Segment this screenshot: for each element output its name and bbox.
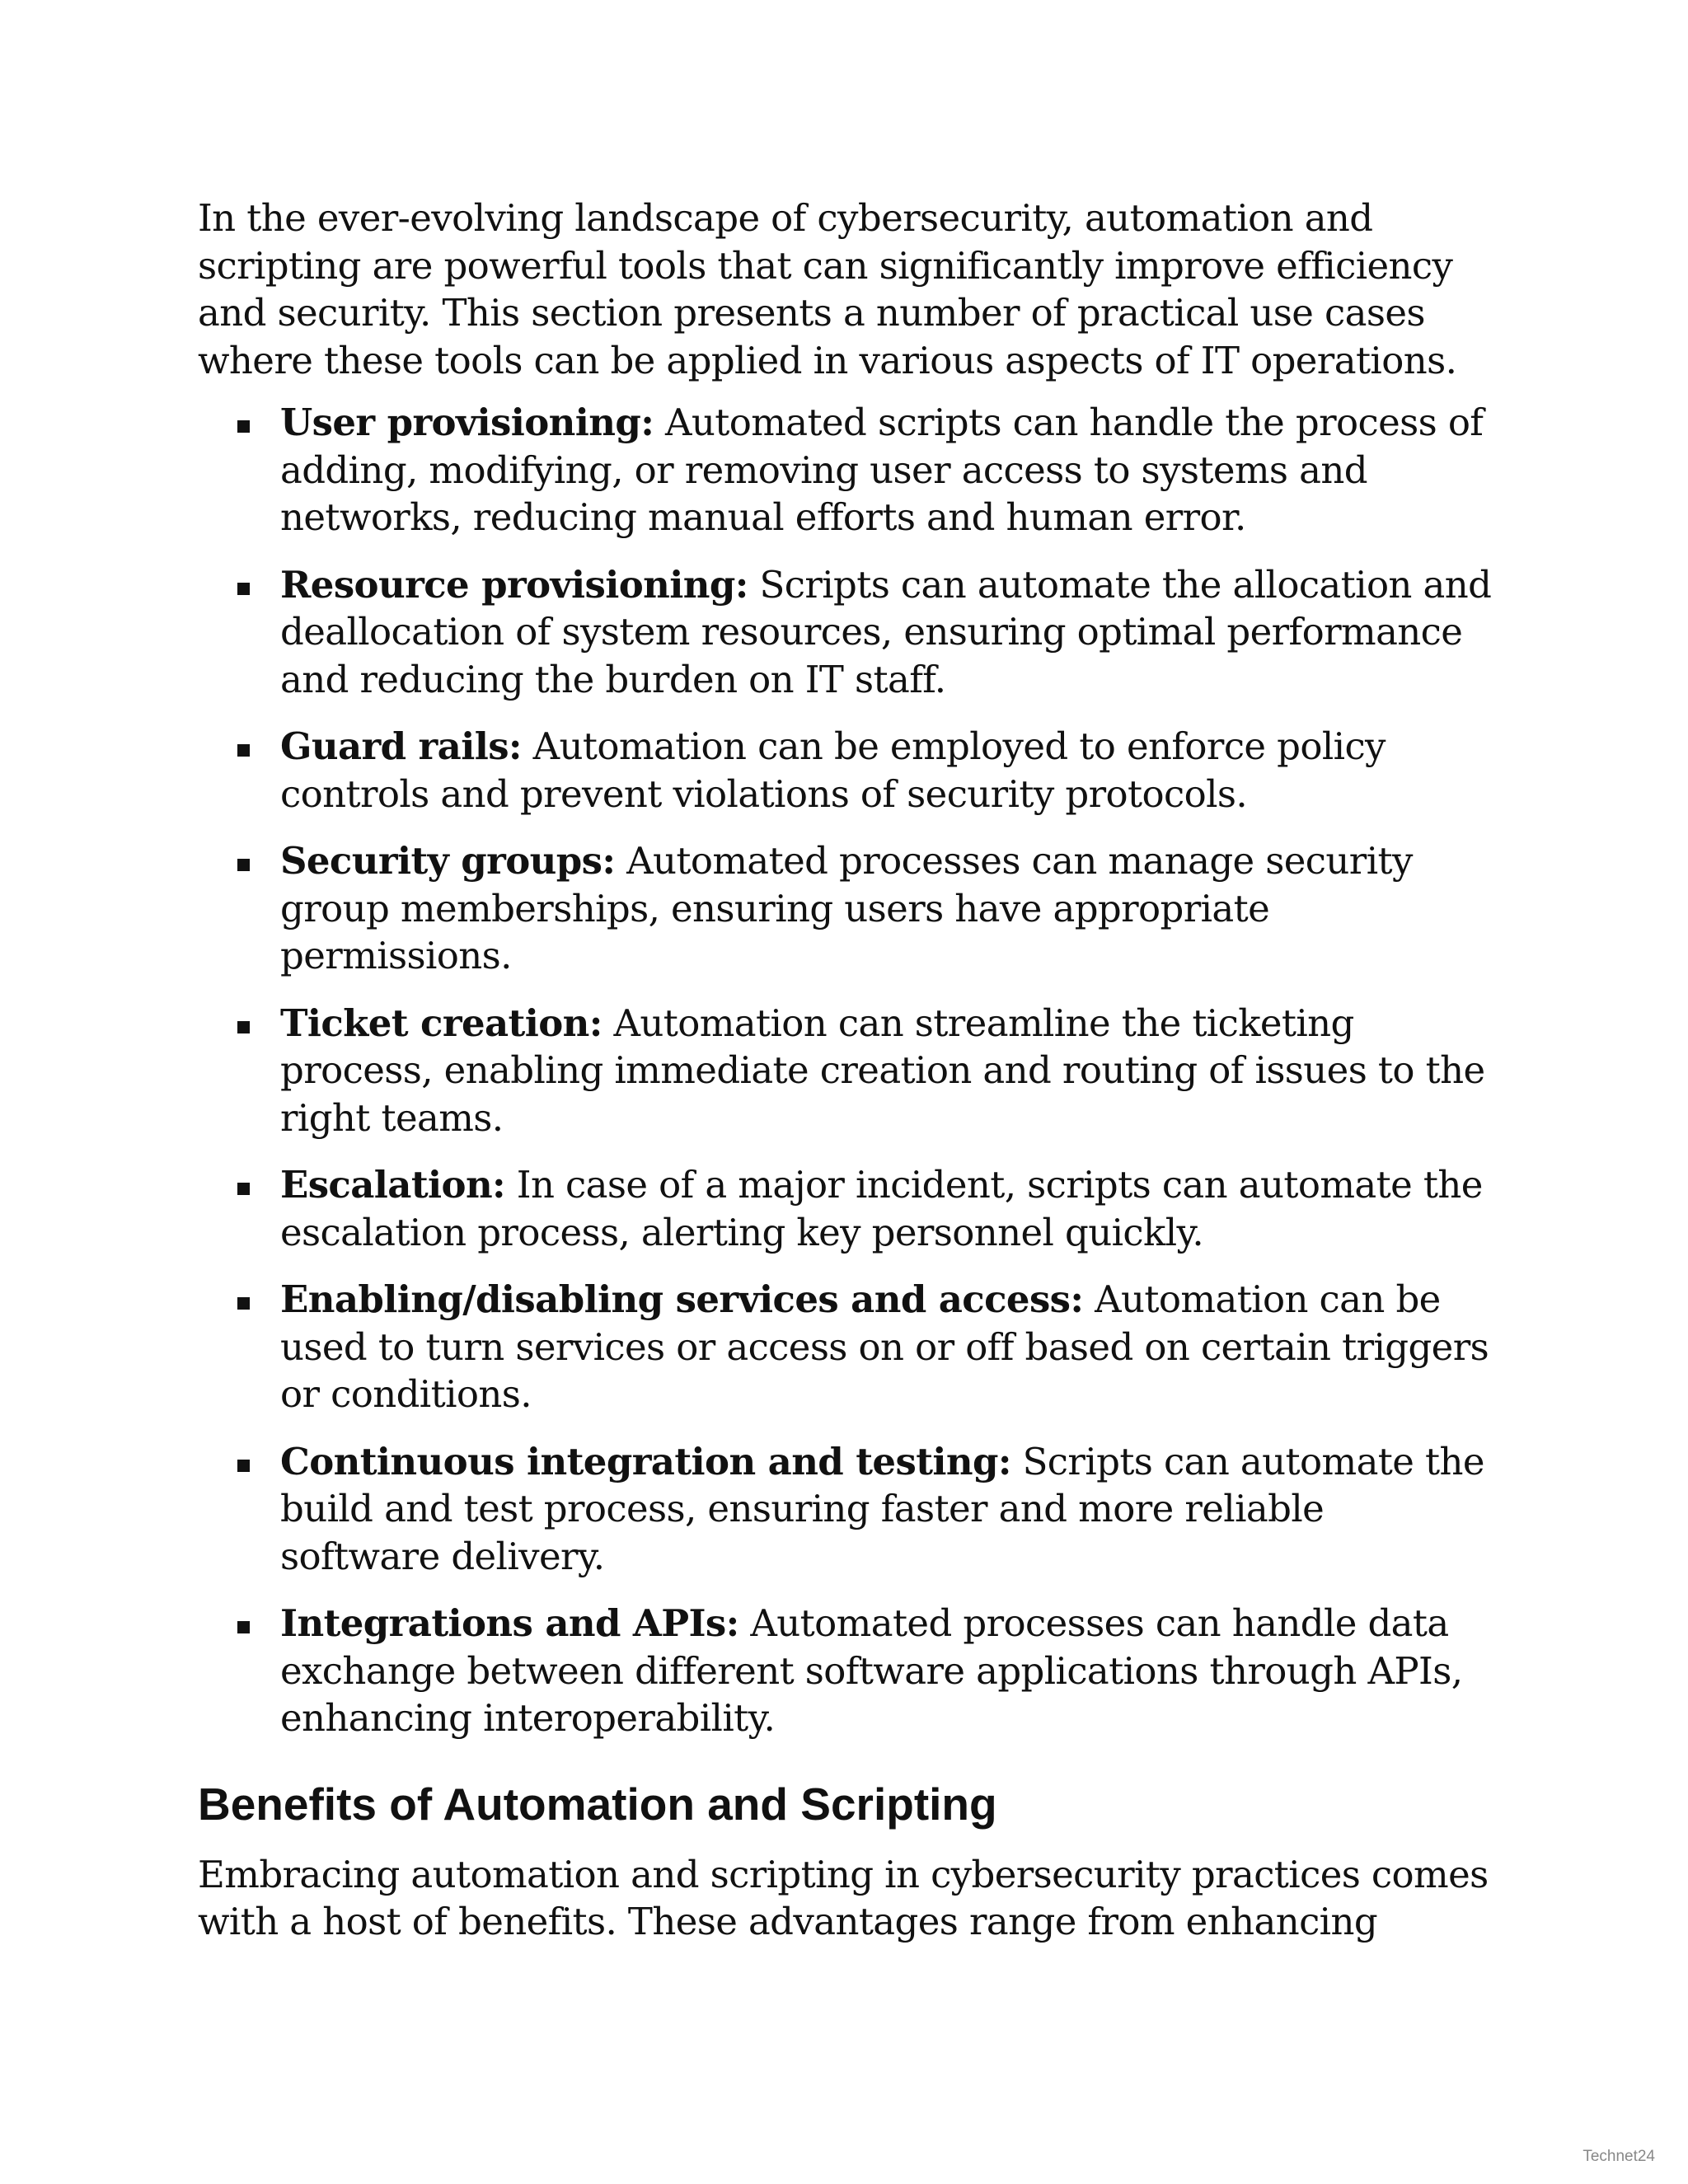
- use-case-list: [198, 399, 1492, 1742]
- list-item: [198, 399, 1492, 541]
- list-item-term: Resource provisioning:: [280, 562, 748, 607]
- section-heading: Benefits of Automation and Scripting: [198, 1778, 997, 1830]
- list-item-text: Automation can be employed to enforce policy controls and prevent violations of security protocols.: [280, 724, 1386, 816]
- list-item-term: Escalation:: [280, 1163, 506, 1207]
- list-item-term: Continuous integration and testing:: [280, 1439, 1011, 1483]
- list-item-term: Ticket creation:: [280, 1001, 603, 1045]
- list-item: [198, 1438, 1492, 1581]
- list-item-text: Automation can be used to turn services or access on or off based on certain triggers or conditions.: [280, 1277, 1489, 1416]
- intro-paragraph: In the ever-evolving landscape of cybersecurity, automation and scripting are powerful tools that can significantly improve efficiency and security. This section presents a number of practical use cases where these tools can be applied in various aspects of IT operations.: [198, 196, 1457, 382]
- square-bullet-icon: [237, 744, 250, 757]
- list-item-text: Automated processes can handle data exchange between different software applications through APIs, enhancing interoperability.: [280, 1601, 1463, 1740]
- list-item: [198, 1276, 1492, 1418]
- square-bullet-icon: [237, 1297, 250, 1310]
- square-bullet-icon: [237, 420, 250, 433]
- list-item: [198, 837, 1492, 980]
- document-page: [198, 194, 1492, 1946]
- list-item: [198, 1000, 1492, 1142]
- list-item-text: In case of a major incident, scripts can automate the escalation process, alerting key personnel quickly.: [280, 1163, 1483, 1254]
- benefits-paragraph: Embracing automation and scripting in cybersecurity practices comes with a host of benefits. These advantages range from enhancing: [198, 1852, 1489, 1943]
- list-item: [198, 723, 1492, 818]
- list-item-term: Guard rails:: [280, 724, 522, 768]
- square-bullet-icon: [237, 1621, 250, 1633]
- list-item-text: Automated scripts can handle the process of adding, modifying, or removing user access to systems and networks, reducing manual efforts and human error.: [280, 401, 1484, 539]
- square-bullet-icon: [237, 859, 250, 871]
- list-item-term: Integrations and APIs:: [280, 1601, 739, 1645]
- square-bullet-icon: [237, 1183, 250, 1195]
- list-item: [198, 1600, 1492, 1742]
- list-item-text: Scripts can automate the build and test process, ensuring faster and more reliable software delivery.: [280, 1439, 1484, 1578]
- list-item-term: Enabling/disabling services and access:: [280, 1277, 1084, 1321]
- square-bullet-icon: [237, 1021, 250, 1033]
- list-item-text: Scripts can automate the allocation and deallocation of system resources, ensuring optimal performance and reducing the burden on IT staff.: [280, 562, 1492, 701]
- list-item: [198, 561, 1492, 704]
- list-item-text: Automation can streamline the ticketing process, enabling immediate creation and routing of issues to the right teams.: [280, 1001, 1485, 1140]
- list-item-term: User provisioning:: [280, 401, 654, 444]
- list-item-term: Security groups:: [280, 839, 616, 883]
- square-bullet-icon: [237, 1460, 250, 1472]
- watermark-text: Technet24: [1582, 2148, 1655, 2165]
- square-bullet-icon: [237, 583, 250, 595]
- list-item-text: Automated processes can manage security group memberships, ensuring users have appropriate permissions.: [280, 839, 1413, 977]
- list-item: [198, 1161, 1492, 1256]
